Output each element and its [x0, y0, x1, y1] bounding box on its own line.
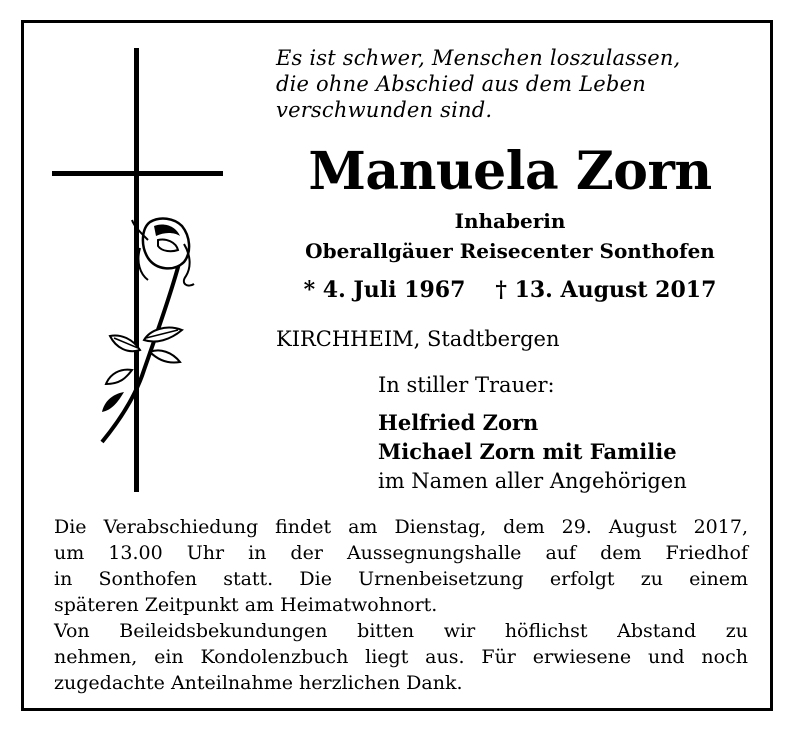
motto-line: Es ist schwer, Menschen loszulassen, — [276, 46, 681, 70]
mourner-name: Michael Zorn mit Familie — [378, 439, 677, 464]
death-date: † 13. August 2017 — [495, 277, 717, 303]
notice-line: Die Verabschiedung findet am Dienstag, dem 29. August 2017, — [54, 516, 748, 538]
deceased-company: Oberallgäuer Reisecenter Sonthofen — [305, 239, 715, 263]
deceased-name: Manuela Zorn — [308, 141, 712, 202]
motto-quote — [276, 45, 680, 123]
notice-line: nehmen, ein Kondolenzbuch liegt aus. Für erwiesene und noch — [54, 646, 748, 668]
notice-line: zugedachte Anteilnahme herzlichen Dank. — [54, 672, 463, 694]
deceased-role: Inhaberin — [454, 209, 566, 233]
motto-line: die ohne Abschied aus dem Leben — [276, 72, 646, 96]
life-dates — [270, 275, 750, 305]
place-line: KIRCHHEIM, Stadtbergen — [276, 327, 560, 351]
cross-with-rose-icon — [40, 40, 240, 500]
motto-line: verschwunden sind. — [276, 98, 493, 122]
mourner-name: Helfried Zorn — [378, 410, 539, 435]
notice-line: um 13.00 Uhr in der Aussegnungshalle auf dem Friedhof — [54, 542, 748, 564]
mourning-intro: In stiller Trauer: — [378, 373, 555, 397]
mourning-closing: im Namen aller Angehörigen — [378, 469, 687, 493]
birth-date: * 4. Juli 1967 — [303, 277, 466, 303]
notice-line: Von Beileidsbekundungen bitten wir höflichst Abstand zu — [54, 620, 748, 642]
funeral-notice-text — [54, 514, 748, 696]
notice-line: in Sonthofen statt. Die Urnenbeisetzung erfolgt zu einem — [54, 568, 748, 590]
notice-line: späteren Zeitpunkt am Heimatwohnort. — [54, 594, 438, 616]
